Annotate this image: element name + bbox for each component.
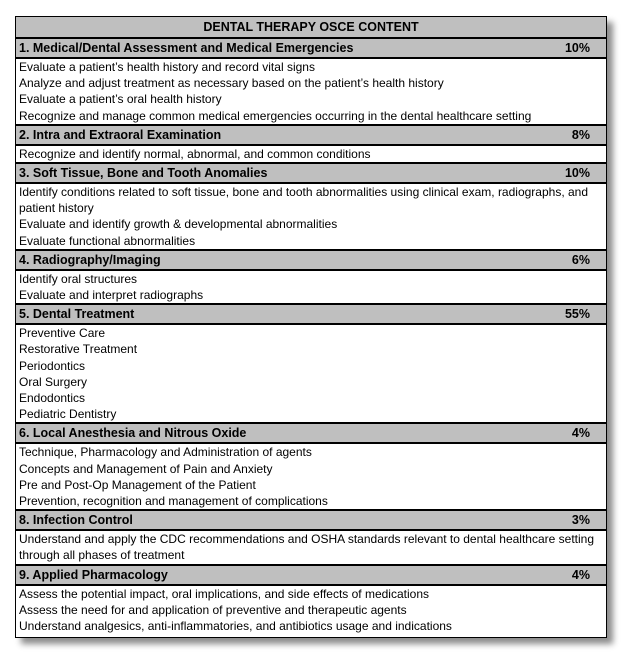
- section-percent: 4%: [571, 426, 590, 441]
- list-item: Evaluate a patient’s health history and record vital signs: [19, 60, 315, 74]
- list-item: Evaluate a patient’s oral health history: [19, 92, 222, 107]
- table-title: DENTAL THERAPY OSCE CONTENT: [16, 17, 606, 39]
- section-items: [16, 271, 606, 303]
- section-header: [16, 249, 606, 271]
- section-percent: 8%: [571, 127, 590, 142]
- section-heading: 6. Local Anesthesia and Nitrous Oxide: [19, 426, 247, 441]
- section-header: [16, 509, 606, 531]
- list-item: Concepts and Management of Pain and Anxiety: [19, 461, 273, 476]
- list-item: Evaluate and identify growth & developmental abnormalities: [19, 217, 338, 232]
- section-header: [16, 303, 606, 325]
- section-percent: 10%: [564, 41, 590, 55]
- list-item: Prevention, recognition and management of complications: [19, 494, 328, 509]
- list-item: Recognize and identify normal, abnormal, and common conditions: [19, 146, 371, 161]
- section-header: [16, 162, 606, 184]
- section-heading: 9. Applied Pharmacology: [19, 567, 168, 582]
- list-item: Evaluate and interpret radiographs: [19, 288, 204, 303]
- section-percent: 10%: [564, 166, 590, 181]
- list-item: Analyze and adjust treatment as necessary based on the patient’s health history: [19, 76, 444, 91]
- section-items: [16, 59, 606, 124]
- list-item: Periodontics: [19, 358, 86, 373]
- list-item: Assess the need for and application of preventive and therapeutic agents: [19, 602, 407, 617]
- list-item: Assess the potential impact, oral implications, and side effects of medications: [19, 586, 429, 601]
- section-heading: 2. Intra and Extraoral Examination: [19, 127, 222, 142]
- section-items: [16, 325, 606, 422]
- list-item: Identify oral structures: [19, 271, 138, 286]
- list-item: Technique, Pharmacology and Administration of agents: [19, 445, 312, 460]
- section-percent: 6%: [571, 252, 590, 267]
- sections-container: [16, 39, 606, 634]
- section-percent: 4%: [571, 567, 590, 582]
- list-item: Recognize and manage common medical emergencies occurring in the dental healthcare setting: [19, 108, 532, 123]
- list-item: Oral Surgery: [19, 374, 88, 389]
- osce-content-table: [15, 16, 607, 638]
- section-heading: 5. Dental Treatment: [19, 307, 135, 322]
- list-item: Preventive Care: [19, 326, 106, 341]
- list-item: Endodontics: [19, 391, 86, 406]
- section-header: [16, 422, 606, 444]
- section-header: [16, 124, 606, 146]
- section-heading: 1. Medical/Dental Assessment and Medical Emergencies: [19, 41, 354, 55]
- section-items: [16, 586, 606, 635]
- list-item: Identify conditions related to soft tissue, bone and tooth abnormalities using clinical exam, radiographs, and patient history: [19, 185, 589, 216]
- section-heading: 3. Soft Tissue, Bone and Tooth Anomalies: [19, 166, 268, 181]
- section-items: [16, 184, 606, 249]
- section-header: [16, 39, 606, 59]
- section-items: [16, 146, 606, 162]
- section-heading: 4. Radiography/Imaging: [19, 252, 161, 267]
- section-heading: 8. Infection Control: [19, 513, 133, 528]
- section-percent: 55%: [564, 307, 590, 322]
- section-header: [16, 564, 606, 586]
- list-item: Understand and apply the CDC recommendations and OSHA standards relevant to dental healthcare setting through all phases of treatment: [19, 532, 595, 563]
- list-item: Pre and Post-Op Management of the Patient: [19, 477, 256, 492]
- list-item: Pediatric Dentistry: [19, 407, 117, 422]
- list-item: Understand analgesics, anti-inflammatories, and antibiotics usage and indications: [19, 619, 452, 634]
- list-item: Restorative Treatment: [19, 342, 138, 357]
- section-items: [16, 444, 606, 509]
- section-items: [16, 531, 606, 563]
- section-percent: 3%: [571, 513, 590, 528]
- list-item: Evaluate functional abnormalities: [19, 233, 196, 248]
